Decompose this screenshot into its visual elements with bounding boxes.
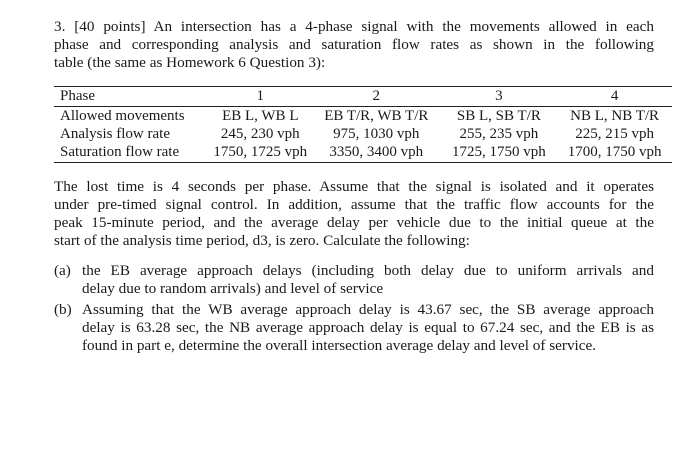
table-row [54, 125, 672, 143]
paragraph-line: The lost time is 4 seconds per phase. Assume that the signal is isolated and it operates [54, 178, 654, 195]
row-label: Allowed movements [60, 108, 185, 124]
table-cell: 2 [312, 87, 441, 107]
row-label: Phase [54, 87, 209, 107]
table-row [54, 143, 672, 163]
row-label: Analysis flow rate [60, 126, 170, 142]
question-line: phase and corresponding analysis and saturation flow rates as shown in the following [54, 36, 654, 53]
assumptions-paragraph [54, 178, 654, 250]
table-row [54, 87, 672, 107]
signal-phase-table [54, 86, 672, 163]
table-cell: SB L, SB T/R [456, 108, 541, 124]
table-cell: NB L, NB T/R [570, 108, 660, 124]
item-marker: (b) [54, 301, 72, 318]
sub-question-a [54, 262, 654, 298]
table-cell: 1 [209, 87, 312, 107]
table-cell: 3 [441, 87, 558, 107]
item-line: the EB average approach delays (including both delay due to uniform arrivals and [82, 262, 654, 279]
table-cell: EB T/R, WB T/R [324, 108, 429, 124]
question-line: table (the same as Homework 6 Question 3): [54, 54, 326, 71]
item-line: Assuming that the WB average approach delay is 43.67 sec, the SB average approach [82, 301, 654, 318]
table-cell: EB L, WB L [222, 108, 299, 124]
table-cell: 1725, 1750 vph [441, 143, 558, 163]
item-line: delay due to random arrivals) and level of service [82, 280, 384, 297]
table-row [54, 107, 672, 126]
paragraph-line: start of the analysis time period, d3, is zero. Calculate the following: [54, 232, 470, 249]
question-intro [54, 18, 654, 72]
table-cell: 255, 235 vph [459, 126, 539, 142]
item-line: delay is 63.28 sec, the NB average approach delay is equal to 67.24 sec, and the EB is as [82, 319, 654, 336]
table-cell: 4 [557, 87, 672, 107]
table-cell: 225, 215 vph [575, 126, 654, 142]
sub-question-list [54, 262, 654, 358]
item-marker: (a) [54, 262, 71, 279]
paragraph-line: peak 15-minute period, and the average delay per vehicle due to the initial queue at the [54, 214, 654, 231]
item-line: found in part e, determine the overall intersection average delay and level of service. [82, 337, 597, 354]
sub-question-b [54, 301, 654, 355]
question-line: 3. [40 points] An intersection has a 4-phase signal with the movements allowed in each [54, 18, 654, 35]
paragraph-line: under pre-timed signal control. In addition, assume that the traffic flow accounts for the [54, 196, 654, 213]
table-cell: 3350, 3400 vph [312, 143, 441, 163]
table-cell: 1750, 1725 vph [209, 143, 312, 163]
table-cell: 1700, 1750 vph [557, 143, 672, 163]
table-cell: 975, 1030 vph [333, 126, 420, 142]
row-label: Saturation flow rate [54, 143, 209, 163]
table-cell: 245, 230 vph [220, 126, 300, 142]
